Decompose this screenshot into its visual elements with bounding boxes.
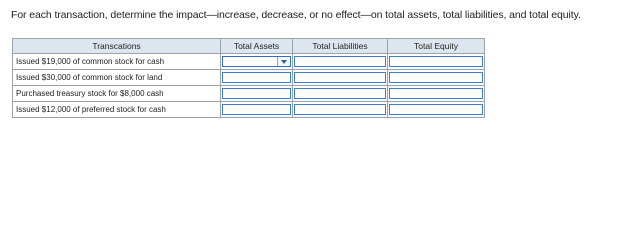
total-equity-dropdown[interactable] bbox=[389, 72, 483, 83]
table-row bbox=[13, 54, 485, 70]
total-assets-dropdown[interactable] bbox=[222, 104, 291, 115]
total-liabilities-dropdown[interactable] bbox=[294, 56, 386, 67]
transaction-label: Issued $30,000 of common stock for land bbox=[13, 70, 221, 86]
transaction-label: Issued $19,000 of common stock for cash bbox=[13, 54, 221, 70]
total-equity-dropdown[interactable] bbox=[389, 104, 483, 115]
total-assets-dropdown[interactable] bbox=[222, 88, 291, 99]
question-prompt: For each transaction, determine the impact—increase, decrease, or no effect—on total assets, total liabilities, and total equity. bbox=[11, 9, 581, 21]
chevron-down-icon bbox=[281, 60, 287, 64]
total-assets-dropdown[interactable] bbox=[222, 56, 291, 67]
total-liabilities-dropdown[interactable] bbox=[294, 72, 386, 83]
header-total-liabilities: Total Liabilities bbox=[293, 39, 388, 54]
total-liabilities-dropdown[interactable] bbox=[294, 88, 386, 99]
dropdown-button[interactable] bbox=[277, 57, 290, 66]
impact-table bbox=[12, 38, 485, 118]
table-row bbox=[13, 102, 485, 118]
header-transactions: Transcations bbox=[13, 39, 221, 54]
total-liabilities-dropdown[interactable] bbox=[294, 104, 386, 115]
header-total-equity: Total Equity bbox=[388, 39, 485, 54]
total-equity-dropdown[interactable] bbox=[389, 88, 483, 99]
header-total-assets: Total Assets bbox=[221, 39, 293, 54]
transaction-label: Issued $12,000 of preferred stock for cash bbox=[13, 102, 221, 118]
total-equity-dropdown[interactable] bbox=[389, 56, 483, 67]
transaction-label: Purchased treasury stock for $8,000 cash bbox=[13, 86, 221, 102]
table-row bbox=[13, 86, 485, 102]
table-header-row bbox=[13, 39, 485, 54]
table-row bbox=[13, 70, 485, 86]
total-assets-dropdown[interactable] bbox=[222, 72, 291, 83]
